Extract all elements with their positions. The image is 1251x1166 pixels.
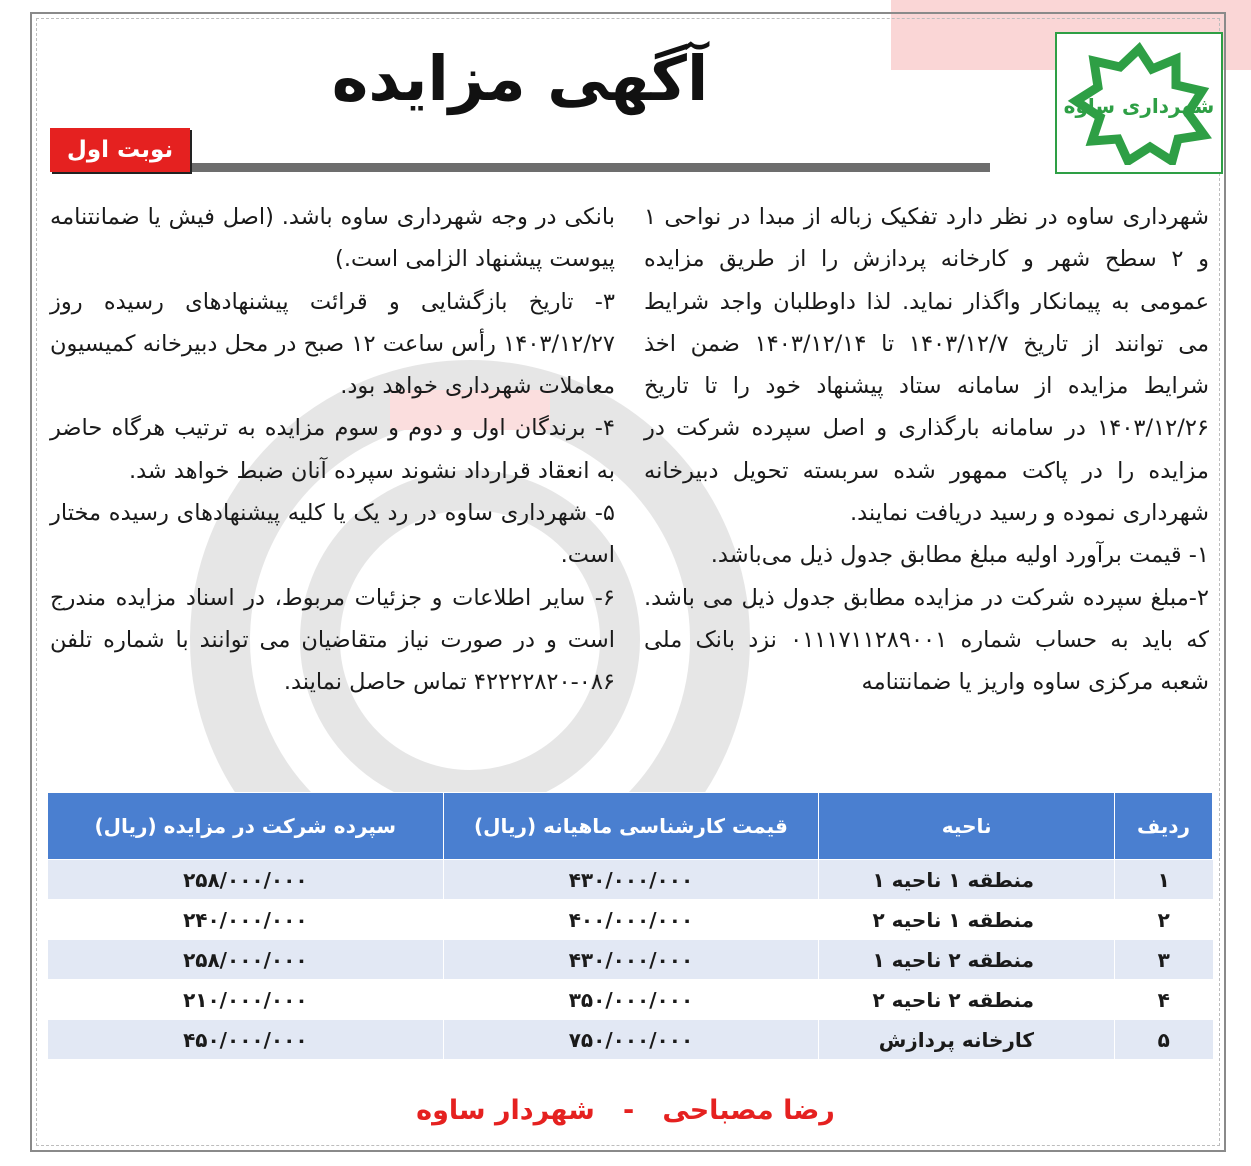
region: منطقه ۲ ناحیه ۱ (819, 940, 1115, 980)
table-row (48, 940, 1213, 980)
expert-price: ۳۵۰/۰۰۰/۰۰۰ (443, 980, 819, 1020)
col-header-expert-price: قیمت کارشناسی ماهیانه (ریال) (443, 793, 819, 860)
expert-price: ۴۳۰/۰۰۰/۰۰۰ (443, 940, 819, 980)
clause-3: ۳- تاریخ بازگشایی و قرائت پیشنهادهای رسیده روز ۱۴۰۳/۱۲/۲۷ رأس ساعت ۱۲ صبح در محل دبیرخانه کمیسیون معاملات شهرداری خواهد بود. (50, 288, 615, 400)
expert-price: ۷۵۰/۰۰۰/۰۰۰ (443, 1020, 819, 1060)
flower-emblem-icon (1064, 41, 1214, 165)
deposit: ۴۵۰/۰۰۰/۰۰۰ (48, 1020, 444, 1060)
municipality-logo (1055, 32, 1223, 174)
title-underline (52, 163, 990, 172)
expert-price: ۴۰۰/۰۰۰/۰۰۰ (443, 900, 819, 940)
row-number: ۲ (1115, 900, 1213, 940)
col-header-deposit: سپرده شرکت در مزایده (ریال) (48, 793, 444, 860)
row-number: ۴ (1115, 980, 1213, 1020)
signer-role: شهردار ساوه (416, 1095, 595, 1126)
auction-table (47, 792, 1213, 1060)
signer-name: رضا مصباحی (662, 1095, 835, 1126)
deposit: ۲۵۸/۰۰۰/۰۰۰ (48, 940, 444, 980)
text-column-right (644, 196, 1209, 704)
expert-price: ۴۳۰/۰۰۰/۰۰۰ (443, 860, 819, 900)
deposit: ۲۴۰/۰۰۰/۰۰۰ (48, 900, 444, 940)
page-title: آگهی مزایده (331, 42, 709, 115)
intro-paragraph: شهرداری ساوه در نظر دارد تفکیک زباله از مبدا در نواحی ۱ و ۲ سطح شهر و کارخانه پردازش را از طریق مزایده عمومی به پیمانکار واگذار نماید. لذا داوطلبان واجد شرایط می توانند از تاریخ ۱۴۰۳/۱۲/۷ تا ۱۴۰۳/۱۲/۱۴ ضمن اخذ شرایط مزایده از سامانه ستاد پیشنهاد خود را تا تاریخ ۱۴۰۳/۱۲/۲۶ در سامانه بارگذاری و اصل سپرده شرکت در مزایده را در پاکت ممهور شده سربسته تحویل دبیرخانه شهرداری نموده و رسید دریافت نمایند. (644, 204, 1210, 527)
region: منطقه ۲ ناحیه ۲ (819, 980, 1115, 1020)
region: منطقه ۱ ناحیه ۱ (819, 860, 1115, 900)
deposit: ۲۵۸/۰۰۰/۰۰۰ (48, 860, 444, 900)
table-header-row (48, 793, 1213, 860)
col-header-region: ناحیه (819, 793, 1115, 860)
svg-text:شهرداری ساوه: شهرداری ساوه (1064, 94, 1214, 118)
row-number: ۳ (1115, 940, 1213, 980)
clause-5: ۵- شهرداری ساوه در رد یک یا کلیه پیشنهادهای رسیده مختار است. (50, 500, 615, 569)
clause-2-continued: بانکی در وجه شهرداری ساوه باشد. (اصل فیش یا ضمانتنامه پیوست پیشنهاد الزامی است.) (50, 204, 615, 273)
text-column-left (50, 196, 615, 704)
table-row (48, 1020, 1213, 1060)
table-row (48, 900, 1213, 940)
clause-4: ۴- برندگان اول و دوم و سوم مزایده به ترتیب هرگاه حاضر به انعقاد قرارداد نشوند سپرده آنان ضبط خواهد شد. (50, 415, 615, 484)
clause-1: ۱- قیمت برآورد اولیه مبلغ مطابق جدول ذیل می‌باشد. (710, 542, 1209, 569)
region: کارخانه پردازش (819, 1020, 1115, 1060)
clause-2: ۲-مبلغ سپرده شرکت در مزایده مطابق جدول ذیل می باشد. که باید به حساب شماره ۰۱۱۱۷۱۱۲۸۹۰۰۱ نزد بانک ملی شعبه مرکزی ساوه واریز یا ضمانتنامه (644, 584, 1209, 696)
row-number: ۵ (1115, 1020, 1213, 1060)
region: منطقه ۱ ناحیه ۲ (819, 900, 1115, 940)
row-number: ۱ (1115, 860, 1213, 900)
clause-6: ۶- سایر اطلاعات و جزئیات مربوط، در اسناد مزایده مندرج است و در صورت نیاز متقاضیان می توانند با شماره تلفن ۰۸۶-۴۲۲۲۲۸۲۰ تماس حاصل نمایند. (50, 584, 615, 696)
signature-line (0, 1095, 1251, 1126)
col-header-row-number: ردیف (1115, 793, 1213, 860)
signature-separator: - (622, 1095, 635, 1126)
round-badge: نوبت اول (50, 128, 190, 172)
deposit: ۲۱۰/۰۰۰/۰۰۰ (48, 980, 444, 1020)
table-row (48, 980, 1213, 1020)
table-row (48, 860, 1213, 900)
